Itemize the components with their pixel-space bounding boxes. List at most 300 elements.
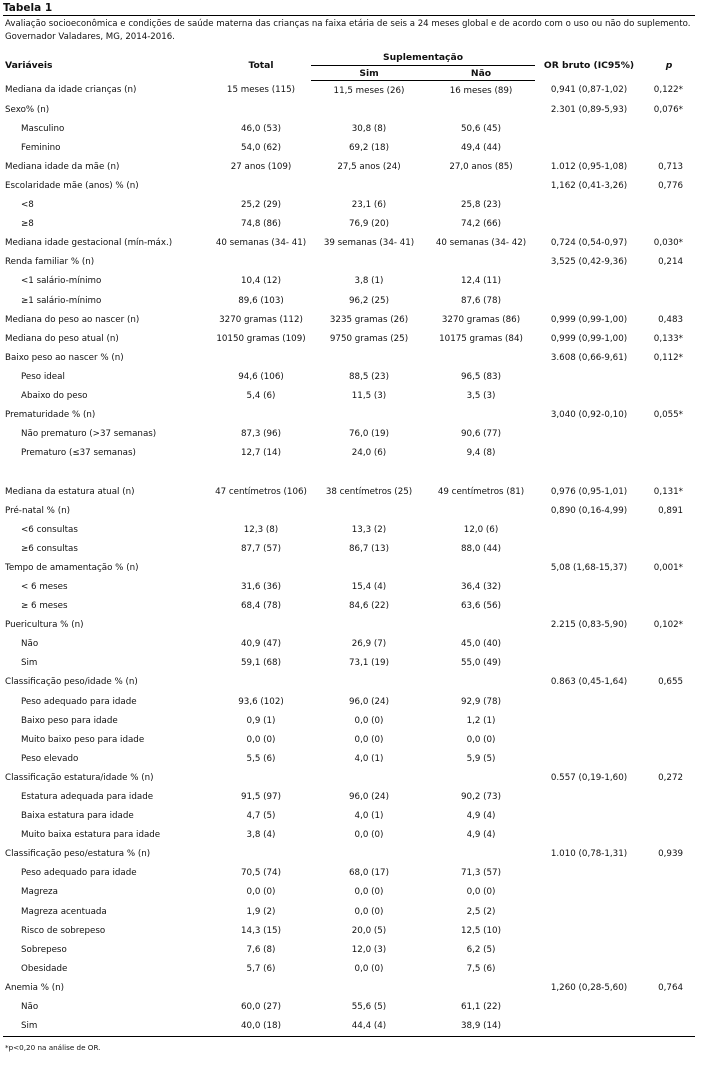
cell-total: 12,7 (14) — [241, 448, 281, 459]
header-supplementation: Suplementação — [311, 50, 535, 66]
cell-supplement-no: 71,3 (57) — [461, 868, 501, 879]
cell-or: 0,999 (0,99-1,00) — [550, 333, 628, 344]
cell-p — [643, 196, 695, 215]
table-label: Tabela 1 — [3, 2, 53, 14]
table-row — [3, 673, 695, 692]
cell-variable: Magreza — [21, 887, 58, 898]
cell-p: 0,102* — [653, 620, 684, 631]
cell-supplement-no: 38,9 (14) — [461, 1021, 501, 1032]
cell-variable: Sobrepeso — [21, 944, 67, 955]
cell-supplement-no: 87,6 (78) — [461, 295, 501, 306]
table-row — [3, 558, 695, 577]
cell-or — [535, 272, 643, 291]
cell-p — [643, 577, 695, 596]
cell-total: 40,9 (47) — [241, 639, 281, 650]
cell-or: 3,040 (0,92-0,10) — [550, 410, 628, 421]
cell-variable: Baixo peso para idade — [21, 715, 118, 726]
header-variables: Variáveis — [5, 59, 53, 71]
cell-p — [643, 864, 695, 883]
table-row — [3, 482, 695, 501]
cell-supplement-no: 12,4 (11) — [461, 276, 501, 287]
cell-total: 54,0 (62) — [241, 142, 281, 153]
cell-or: 1,260 (0,28-5,60) — [550, 982, 628, 993]
cell-supplement-no: 49 centímetros (81) — [437, 486, 525, 497]
cell-p — [643, 387, 695, 406]
cell-supplement-yes: 30,8 (8) — [351, 123, 387, 134]
cell-total: 0,0 (0) — [246, 887, 276, 898]
table-subrow — [3, 444, 695, 463]
table-subrow — [3, 902, 695, 921]
cell-p — [643, 138, 695, 157]
cell-total: 70,5 (74) — [241, 868, 281, 879]
cell-variable: <6 consultas — [21, 524, 78, 535]
table-row — [3, 234, 695, 253]
cell-variable: Sim — [21, 658, 38, 669]
spacer-row — [3, 463, 695, 482]
header-or: OR bruto (IC95%) — [543, 59, 635, 71]
cell-supplement-no: 61,1 (22) — [461, 1002, 501, 1013]
table-subrow — [3, 921, 695, 940]
cell-total — [211, 501, 311, 520]
cell-variable: Obesidade — [21, 963, 68, 974]
cell-variable: Peso adequado para idade — [21, 696, 137, 707]
cell-supplement-yes: 76,0 (19) — [349, 429, 389, 440]
cell-supplement-no: 3,5 (3) — [466, 391, 496, 402]
table-subrow — [3, 749, 695, 768]
cell-variable: Masculino — [21, 123, 65, 134]
table-row — [3, 616, 695, 635]
cell-p: 0,272 — [658, 772, 684, 783]
cell-or — [535, 826, 643, 845]
cell-or — [535, 367, 643, 386]
cell-supplement-yes — [311, 673, 427, 692]
cell-or: 0,724 (0,54-0,97) — [550, 238, 628, 249]
cell-total: 40 semanas (34- 41) — [215, 238, 307, 249]
cell-variable: Puericultura % (n) — [5, 620, 84, 631]
table-subrow — [3, 654, 695, 673]
cell-supplement-yes: 0,0 (0) — [354, 830, 384, 841]
cell-p: 0,131* — [653, 486, 684, 497]
cell-variable: Tempo de amamentação % (n) — [5, 562, 139, 573]
cell-supplement-yes — [311, 501, 427, 520]
cell-supplement-yes: 27,5 anos (24) — [337, 161, 401, 172]
cell-total — [211, 845, 311, 864]
table-subrow — [3, 367, 695, 386]
cell-total: 68,4 (78) — [241, 601, 281, 612]
cell-or: 5,08 (1,68-15,37) — [550, 562, 628, 573]
cell-p: 0,076* — [653, 104, 684, 115]
table-subrow — [3, 692, 695, 711]
cell-supplement-yes — [311, 978, 427, 997]
cell-or: 1.010 (0,78-1,31) — [550, 849, 628, 860]
cell-variable: <1 salário-mínimo — [21, 276, 102, 287]
cell-or — [535, 902, 643, 921]
cell-p — [643, 291, 695, 310]
cell-or — [535, 138, 643, 157]
table-subrow — [3, 883, 695, 902]
cell-variable: Muito baixa estatura para idade — [21, 830, 161, 841]
cell-p — [643, 119, 695, 138]
cell-supplement-no: 50,6 (45) — [461, 123, 501, 134]
cell-p — [643, 444, 695, 463]
cell-or: 0,941 (0,87-1,02) — [550, 85, 628, 96]
header-total: Total — [248, 59, 274, 71]
cell-variable: Mediana da idade crianças (n) — [5, 85, 137, 96]
cell-supplement-no: 3270 gramas (86) — [441, 314, 521, 325]
table-subrow — [3, 387, 695, 406]
cell-or — [535, 387, 643, 406]
cell-supplement-no: 55,0 (49) — [461, 658, 501, 669]
footnote: *p<0,20 na análise de OR. — [5, 1042, 101, 1052]
cell-supplement-yes: 11,5 (3) — [351, 391, 387, 402]
cell-total: 25,2 (29) — [241, 200, 281, 211]
cell-supplement-no — [427, 845, 535, 864]
cell-supplement-no: 16 meses (89) — [449, 85, 513, 96]
data-table — [3, 50, 695, 1036]
cell-p: 0,001* — [653, 562, 684, 573]
cell-or: 0,999 (0,99-1,00) — [550, 314, 628, 325]
cell-supplement-yes: 55,6 (5) — [351, 1002, 387, 1013]
cell-p: 0,891 — [658, 505, 684, 516]
cell-supplement-yes: 39 semanas (34- 41) — [323, 238, 415, 249]
cell-p — [643, 1017, 695, 1036]
table-subrow — [3, 711, 695, 730]
cell-variable: ≥ 6 meses — [21, 601, 68, 612]
cell-variable: Mediana idade gestacional (mín-máx.) — [5, 238, 173, 249]
cell-supplement-no — [427, 558, 535, 577]
cell-or: 2.301 (0,89-5,93) — [550, 104, 628, 115]
cell-supplement-no: 4,9 (4) — [466, 811, 496, 822]
cell-total — [211, 348, 311, 367]
cell-variable: < 6 meses — [21, 581, 68, 592]
table-subrow — [3, 119, 695, 138]
cell-variable: Classificação estatura/idade % (n) — [5, 772, 154, 783]
table-row — [3, 978, 695, 997]
cell-supplement-yes: 4,0 (1) — [354, 753, 384, 764]
cell-p: 0,776 — [658, 181, 684, 192]
cell-variable: Sim — [21, 1021, 38, 1032]
cell-or — [535, 215, 643, 234]
cell-or — [535, 959, 643, 978]
cell-p — [643, 883, 695, 902]
table-row — [3, 253, 695, 272]
cell-total: 0,0 (0) — [246, 734, 276, 745]
cell-supplement-no: 27,0 anos (85) — [449, 161, 513, 172]
cell-or — [535, 864, 643, 883]
cell-total: 10150 gramas (109) — [216, 333, 306, 344]
cell-supplement-no: 6,2 (5) — [466, 944, 496, 955]
cell-supplement-yes: 73,1 (19) — [349, 658, 389, 669]
cell-p: 0,764 — [658, 982, 684, 993]
cell-p — [643, 807, 695, 826]
cell-supplement-yes — [311, 100, 427, 119]
cell-supplement-no — [427, 348, 535, 367]
table-subrow — [3, 635, 695, 654]
cell-or — [535, 577, 643, 596]
cell-variable: Peso ideal — [21, 371, 65, 382]
cell-or — [535, 692, 643, 711]
cell-p — [643, 902, 695, 921]
cell-or — [535, 807, 643, 826]
cell-total — [211, 253, 311, 272]
table-subrow — [3, 864, 695, 883]
cell-supplement-yes — [311, 348, 427, 367]
header-yes: Sim — [311, 66, 427, 81]
cell-supplement-no: 5,9 (5) — [466, 753, 496, 764]
cell-or — [535, 635, 643, 654]
cell-variable: Não prematuro (>37 semanas) — [21, 429, 157, 440]
cell-supplement-no: 25,8 (23) — [461, 200, 501, 211]
cell-variable: Mediana idade da mãe (n) — [5, 161, 120, 172]
table-row — [3, 348, 695, 367]
cell-supplement-no: 40 semanas (34- 42) — [435, 238, 527, 249]
cell-total: 5,4 (6) — [246, 391, 276, 402]
cell-variable: Classificação peso/idade % (n) — [5, 677, 138, 688]
cell-or: 1,162 (0,41-3,26) — [550, 181, 628, 192]
cell-variable: ≥6 consultas — [21, 543, 78, 554]
table-row — [3, 100, 695, 119]
cell-supplement-yes: 12,0 (3) — [351, 944, 387, 955]
cell-p — [643, 692, 695, 711]
cell-variable: Pré-natal % (n) — [5, 505, 70, 516]
cell-p: 0,214 — [658, 257, 684, 268]
cell-variable: Peso elevado — [21, 753, 79, 764]
table-subrow — [3, 196, 695, 215]
cell-total: 15 meses (115) — [226, 85, 296, 96]
cell-or — [535, 883, 643, 902]
cell-supplement-yes: 96,0 (24) — [349, 792, 389, 803]
cell-supplement-no: 1,2 (1) — [466, 715, 496, 726]
cell-p — [643, 921, 695, 940]
cell-total: 46,0 (53) — [241, 123, 281, 134]
cell-supplement-yes: 3,8 (1) — [354, 276, 384, 287]
cell-variable: Muito baixo peso para idade — [21, 734, 145, 745]
cell-supplement-no — [427, 176, 535, 195]
cell-supplement-no: 4,9 (4) — [466, 830, 496, 841]
cell-total — [211, 978, 311, 997]
cell-supplement-yes — [311, 558, 427, 577]
cell-supplement-yes: 0,0 (0) — [354, 715, 384, 726]
cell-supplement-no — [427, 501, 535, 520]
table-row — [3, 176, 695, 195]
cell-supplement-yes: 23,1 (6) — [351, 200, 387, 211]
cell-supplement-yes: 11,5 meses (26) — [333, 85, 405, 96]
cell-p — [643, 998, 695, 1017]
cell-supplement-yes — [311, 616, 427, 635]
cell-or — [535, 749, 643, 768]
cell-supplement-no: 10175 gramas (84) — [439, 333, 523, 344]
cell-p: 0,655 — [658, 677, 684, 688]
cell-variable: Não — [21, 1002, 39, 1013]
cell-variable: Prematuridade % (n) — [5, 410, 96, 421]
table-subrow — [3, 1017, 695, 1036]
cell-supplement-yes: 0,0 (0) — [354, 887, 384, 898]
cell-variable: Estatura adequada para idade — [21, 792, 154, 803]
cell-variable: Sexo% (n) — [5, 104, 50, 115]
cell-or: 0,890 (0,16-4,99) — [550, 505, 628, 516]
cell-variable: Baixo peso ao nascer % (n) — [5, 352, 124, 363]
table-row — [3, 406, 695, 425]
cell-supplement-yes: 0,0 (0) — [354, 963, 384, 974]
cell-p — [643, 367, 695, 386]
cell-p — [643, 635, 695, 654]
cell-p — [643, 215, 695, 234]
table-subrow — [3, 940, 695, 959]
cell-p: 0,112* — [653, 352, 684, 363]
cell-supplement-no: 2,5 (2) — [466, 906, 496, 917]
cell-variable: Baixa estatura para idade — [21, 811, 134, 822]
cell-supplement-no — [427, 768, 535, 787]
cell-total: 27 anos (109) — [230, 161, 292, 172]
header-row — [3, 50, 695, 66]
cell-supplement-yes: 9750 gramas (25) — [329, 333, 409, 344]
cell-or — [535, 921, 643, 940]
cell-variable: Mediana do peso atual (n) — [5, 333, 119, 344]
cell-total: 60,0 (27) — [241, 1002, 281, 1013]
cell-supplement-no — [427, 673, 535, 692]
cell-supplement-no: 7,5 (6) — [466, 963, 496, 974]
cell-total: 14,3 (15) — [241, 925, 281, 936]
cell-supplement-yes — [311, 768, 427, 787]
table-subrow — [3, 291, 695, 310]
cell-supplement-yes — [311, 845, 427, 864]
cell-supplement-yes: 26,9 (7) — [351, 639, 387, 650]
cell-supplement-yes: 0,0 (0) — [354, 734, 384, 745]
table-caption: Avaliação socioeconômica e condições de saúde materna das crianças na faixa etária de seis a 24 meses global e de acordo com o uso ou não do suplemento. Governador Valadares, MG, 2014-2016. — [5, 19, 691, 42]
cell-total: 1,9 (2) — [246, 906, 276, 917]
cell-total — [211, 558, 311, 577]
table-subrow — [3, 138, 695, 157]
cell-total — [211, 406, 311, 425]
cell-or — [535, 520, 643, 539]
cell-supplement-yes: 15,4 (4) — [351, 581, 387, 592]
cell-total: 10,4 (12) — [241, 276, 281, 287]
cell-supplement-no: 90,2 (73) — [461, 792, 501, 803]
table-subrow — [3, 215, 695, 234]
cell-supplement-yes — [311, 253, 427, 272]
cell-supplement-no: 12,0 (6) — [463, 524, 499, 535]
cell-or — [535, 787, 643, 806]
table-subrow — [3, 998, 695, 1017]
cell-variable: Escolaridade mãe (anos) % (n) — [5, 181, 139, 192]
table-subrow — [3, 730, 695, 749]
cell-total — [211, 673, 311, 692]
cell-p — [643, 711, 695, 730]
cell-supplement-no — [427, 978, 535, 997]
table-subrow — [3, 539, 695, 558]
cell-total: 91,5 (97) — [241, 792, 281, 803]
cell-variable: Classificação peso/estatura % (n) — [5, 849, 151, 860]
cell-supplement-yes — [311, 176, 427, 195]
cell-supplement-no: 12,5 (10) — [461, 925, 501, 936]
header-p: p — [665, 59, 673, 71]
cell-supplement-yes: 44,4 (4) — [351, 1021, 387, 1032]
table-row — [3, 329, 695, 348]
table-subrow — [3, 425, 695, 444]
table-subrow — [3, 272, 695, 291]
cell-p — [643, 520, 695, 539]
cell-total: 40,0 (18) — [241, 1021, 281, 1032]
cell-p: 0,713 — [658, 161, 684, 172]
cell-total — [211, 176, 311, 195]
cell-supplement-no: 92,9 (78) — [461, 696, 501, 707]
cell-supplement-yes: 20,0 (5) — [351, 925, 387, 936]
cell-p — [643, 959, 695, 978]
cell-or — [535, 539, 643, 558]
table-row — [3, 501, 695, 520]
cell-supplement-yes: 38 centímetros (25) — [325, 486, 413, 497]
cell-p: 0,122* — [653, 85, 684, 96]
cell-total: 7,6 (8) — [246, 944, 276, 955]
table-subrow — [3, 520, 695, 539]
table-subrow — [3, 959, 695, 978]
cell-or — [535, 597, 643, 616]
cell-or: 2.215 (0,83-5,90) — [550, 620, 628, 631]
cell-total: 87,3 (96) — [241, 429, 281, 440]
cell-supplement-yes: 4,0 (1) — [354, 811, 384, 822]
cell-p — [643, 654, 695, 673]
cell-supplement-yes: 88,5 (23) — [349, 371, 389, 382]
cell-or — [535, 196, 643, 215]
table-row — [3, 768, 695, 787]
cell-variable: Mediana do peso ao nascer (n) — [5, 314, 140, 325]
table-subrow — [3, 597, 695, 616]
cell-supplement-no: 88,0 (44) — [461, 543, 501, 554]
table-subrow — [3, 807, 695, 826]
cell-total: 74,8 (86) — [241, 219, 281, 230]
cell-supplement-yes: 96,0 (24) — [349, 696, 389, 707]
cell-total: 93,6 (102) — [238, 696, 284, 707]
cell-p — [643, 730, 695, 749]
cell-supplement-no — [427, 253, 535, 272]
cell-total: 3,8 (4) — [246, 830, 276, 841]
cell-supplement-no: 90,6 (77) — [461, 429, 501, 440]
table-subrow — [3, 826, 695, 845]
cell-supplement-yes: 13,3 (2) — [351, 524, 387, 535]
cell-supplement-no: 0,0 (0) — [466, 887, 496, 898]
header-no: Não — [427, 66, 535, 81]
cell-total: 12,3 (8) — [243, 524, 279, 535]
cell-p: 0,133* — [653, 333, 684, 344]
cell-p: 0,483 — [658, 314, 684, 325]
cell-variable: Magreza acentuada — [21, 906, 107, 917]
cell-total: 47 centímetros (106) — [215, 486, 307, 497]
cell-p — [643, 539, 695, 558]
cell-supplement-yes — [311, 406, 427, 425]
cell-supplement-no — [427, 406, 535, 425]
cell-variable: Anemia % (n) — [5, 982, 65, 993]
cell-variable: Mediana da estatura atual (n) — [5, 486, 135, 497]
cell-supplement-yes: 68,0 (17) — [349, 868, 389, 879]
cell-or — [535, 119, 643, 138]
cell-p — [643, 940, 695, 959]
cell-variable: Não — [21, 639, 39, 650]
cell-supplement-yes: 76,9 (20) — [349, 219, 389, 230]
table-row — [3, 310, 695, 329]
cell-variable: ≥1 salário-mínimo — [21, 295, 102, 306]
cell-supplement-yes: 3235 gramas (26) — [329, 314, 409, 325]
cell-p: 0,055* — [653, 410, 684, 421]
cell-or — [535, 730, 643, 749]
cell-total — [211, 616, 311, 635]
cell-or: 0.863 (0,45-1,64) — [550, 677, 628, 688]
cell-p — [643, 272, 695, 291]
cell-p — [643, 826, 695, 845]
cell-variable: <8 — [21, 200, 34, 211]
cell-or: 0,976 (0,95-1,01) — [550, 486, 628, 497]
cell-supplement-no: 63,6 (56) — [461, 601, 501, 612]
cell-supplement-no: 96,5 (83) — [461, 371, 501, 382]
